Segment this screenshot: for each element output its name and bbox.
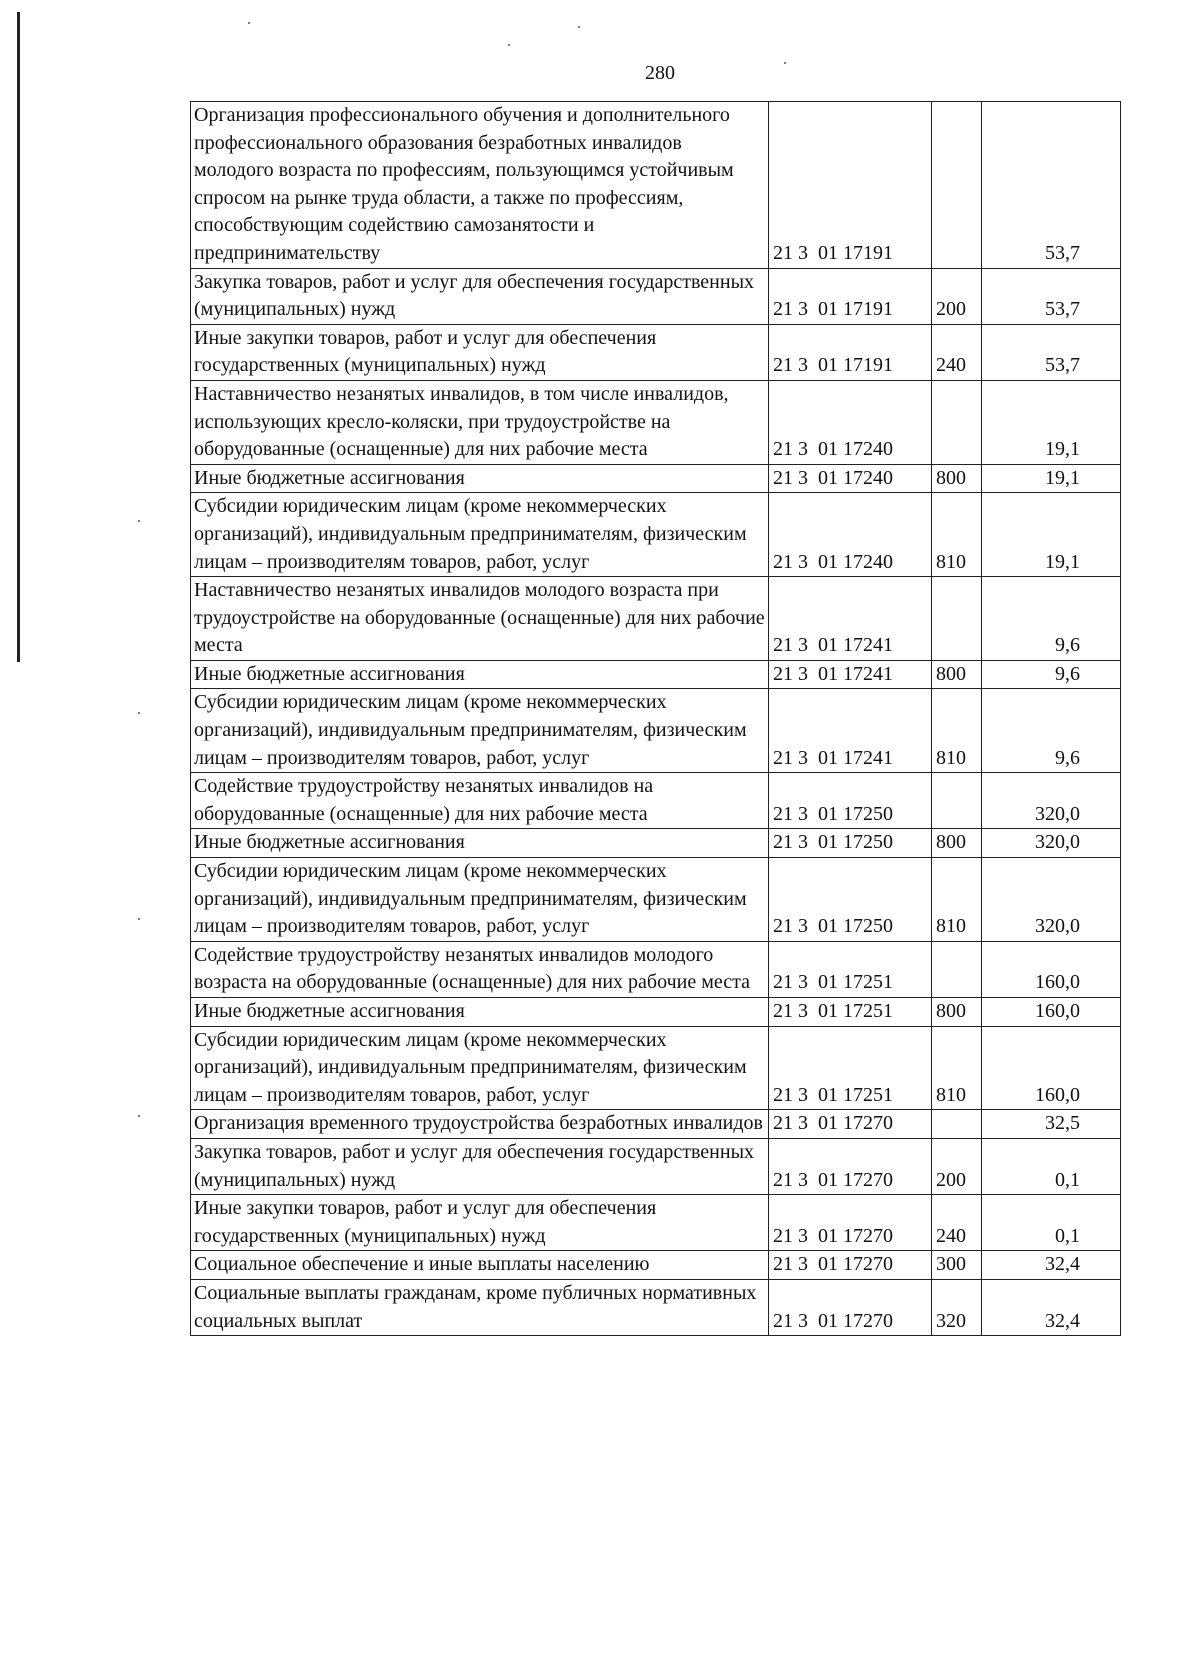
row-amount: 32,5 — [982, 1110, 1121, 1139]
row-type — [932, 941, 982, 997]
row-code: 21 3 01 17251 — [769, 941, 932, 997]
scan-speck — [508, 44, 510, 46]
row-code: 21 3 01 17240 — [769, 380, 932, 464]
table-row — [191, 829, 1121, 858]
row-type: 810 — [932, 858, 982, 942]
row-code: 21 3 01 17270 — [769, 1195, 932, 1251]
scan-speck — [138, 520, 140, 522]
row-amount: 320,0 — [982, 773, 1121, 829]
row-type: 200 — [932, 268, 982, 324]
table-row — [191, 1026, 1121, 1110]
scan-speck — [138, 918, 140, 920]
row-type: 810 — [932, 493, 982, 577]
row-amount: 32,4 — [982, 1251, 1121, 1280]
table-row — [191, 660, 1121, 689]
row-description: Субсидии юридическим лицам (кроме некоммерческих организаций), индивидуальным предпринимателям, физическим лицам – производителям товаров, работ, услуг — [191, 1026, 769, 1110]
table-row — [191, 380, 1121, 464]
row-amount: 0,1 — [982, 1138, 1121, 1194]
row-description: Иные бюджетные ассигнования — [191, 464, 769, 493]
budget-table — [190, 101, 1121, 1336]
table-row — [191, 493, 1121, 577]
scan-speck — [248, 22, 250, 24]
row-code: 21 3 01 17250 — [769, 773, 932, 829]
table-row — [191, 324, 1121, 380]
row-description: Наставничество незанятых инвалидов, в том числе инвалидов, использующих кресло-коляски, при трудоустройстве на оборудованные (оснащенные) для них рабочие места — [191, 380, 769, 464]
row-code: 21 3 01 17191 — [769, 324, 932, 380]
row-description: Организация профессионального обучения и дополнительного профессионального образования безработных инвалидов молодого возраста по профессиям, пользующимся устойчивым спросом на рынке труда области, а также по профессиям, способствующим содействию самозанятости и предпринимательству — [191, 102, 769, 269]
row-description: Содействие трудоустройству незанятых инвалидов молодого возраста на оборудованные (оснащенные) для них рабочие места — [191, 941, 769, 997]
row-description: Закупка товаров, работ и услуг для обеспечения государственных (муниципальных) нужд — [191, 1138, 769, 1194]
row-description: Наставничество незанятых инвалидов молодого возраста при трудоустройстве на оборудованные (оснащенные) для них рабочие места — [191, 577, 769, 661]
table-row — [191, 941, 1121, 997]
row-type — [932, 380, 982, 464]
row-amount: 320,0 — [982, 829, 1121, 858]
row-description: Организация временного трудоустройства безработных инвалидов — [191, 1110, 769, 1139]
row-type — [932, 102, 982, 269]
table-row — [191, 268, 1121, 324]
scan-speck — [138, 1115, 140, 1117]
table-row — [191, 1138, 1121, 1194]
row-code: 21 3 01 17240 — [769, 464, 932, 493]
row-type: 200 — [932, 1138, 982, 1194]
budget-table-body — [191, 102, 1121, 1336]
row-type: 800 — [932, 998, 982, 1027]
row-code: 21 3 01 17250 — [769, 829, 932, 858]
table-row — [191, 577, 1121, 661]
table-row — [191, 1195, 1121, 1251]
page-number: 280 — [645, 62, 675, 84]
scan-speck — [784, 62, 786, 64]
scan-speck — [578, 26, 580, 28]
row-description: Иные бюджетные ассигнования — [191, 998, 769, 1027]
row-description: Закупка товаров, работ и услуг для обеспечения государственных (муниципальных) нужд — [191, 268, 769, 324]
row-code: 21 3 01 17251 — [769, 998, 932, 1027]
row-description: Содействие трудоустройству незанятых инвалидов на оборудованные (оснащенные) для них рабочие места — [191, 773, 769, 829]
table-row — [191, 998, 1121, 1027]
row-type: 810 — [932, 1026, 982, 1110]
row-type: 240 — [932, 1195, 982, 1251]
row-amount: 160,0 — [982, 941, 1121, 997]
row-amount: 19,1 — [982, 380, 1121, 464]
row-description: Иные бюджетные ассигнования — [191, 829, 769, 858]
row-description: Субсидии юридическим лицам (кроме некоммерческих организаций), индивидуальным предпринимателям, физическим лицам – производителям товаров, работ, услуг — [191, 858, 769, 942]
row-type — [932, 577, 982, 661]
scan-speck — [138, 712, 140, 714]
row-description: Социальное обеспечение и иные выплаты населению — [191, 1251, 769, 1280]
row-amount: 53,7 — [982, 268, 1121, 324]
row-amount: 160,0 — [982, 1026, 1121, 1110]
row-code: 21 3 01 17270 — [769, 1251, 932, 1280]
row-amount: 53,7 — [982, 324, 1121, 380]
row-amount: 53,7 — [982, 102, 1121, 269]
row-amount: 160,0 — [982, 998, 1121, 1027]
table-row — [191, 689, 1121, 773]
table-row — [191, 1251, 1121, 1280]
table-row — [191, 1110, 1121, 1139]
row-description: Субсидии юридическим лицам (кроме некоммерческих организаций), индивидуальным предпринимателям, физическим лицам – производителям товаров, работ, услуг — [191, 493, 769, 577]
row-code: 21 3 01 17251 — [769, 1026, 932, 1110]
table-row — [191, 1279, 1121, 1335]
row-type: 810 — [932, 689, 982, 773]
row-type — [932, 773, 982, 829]
row-code: 21 3 01 17191 — [769, 268, 932, 324]
row-amount: 19,1 — [982, 464, 1121, 493]
row-amount: 19,1 — [982, 493, 1121, 577]
table-row — [191, 858, 1121, 942]
row-description: Иные бюджетные ассигнования — [191, 660, 769, 689]
row-code: 21 3 01 17270 — [769, 1110, 932, 1139]
row-description: Социальные выплаты гражданам, кроме публичных нормативных социальных выплат — [191, 1279, 769, 1335]
row-code: 21 3 01 17191 — [769, 102, 932, 269]
row-code: 21 3 01 17241 — [769, 577, 932, 661]
row-amount: 0,1 — [982, 1195, 1121, 1251]
row-amount: 32,4 — [982, 1279, 1121, 1335]
row-amount: 9,6 — [982, 660, 1121, 689]
row-description: Иные закупки товаров, работ и услуг для обеспечения государственных (муниципальных) нужд — [191, 1195, 769, 1251]
row-type: 240 — [932, 324, 982, 380]
row-amount: 320,0 — [982, 858, 1121, 942]
row-code: 21 3 01 17250 — [769, 858, 932, 942]
table-row — [191, 773, 1121, 829]
row-type: 300 — [932, 1251, 982, 1280]
row-description: Субсидии юридическим лицам (кроме некоммерческих организаций), индивидуальным предпринимателям, физическим лицам – производителям товаров, работ, услуг — [191, 689, 769, 773]
table-row — [191, 464, 1121, 493]
row-type — [932, 1110, 982, 1139]
row-code: 21 3 01 17270 — [769, 1279, 932, 1335]
row-type: 320 — [932, 1279, 982, 1335]
row-code: 21 3 01 17241 — [769, 689, 932, 773]
row-type: 800 — [932, 660, 982, 689]
row-code: 21 3 01 17241 — [769, 660, 932, 689]
table-row — [191, 102, 1121, 269]
row-description: Иные закупки товаров, работ и услуг для обеспечения государственных (муниципальных) нужд — [191, 324, 769, 380]
row-type: 800 — [932, 829, 982, 858]
row-type: 800 — [932, 464, 982, 493]
row-amount: 9,6 — [982, 689, 1121, 773]
row-code: 21 3 01 17270 — [769, 1138, 932, 1194]
scan-margin-line — [17, 12, 20, 662]
row-amount: 9,6 — [982, 577, 1121, 661]
row-code: 21 3 01 17240 — [769, 493, 932, 577]
